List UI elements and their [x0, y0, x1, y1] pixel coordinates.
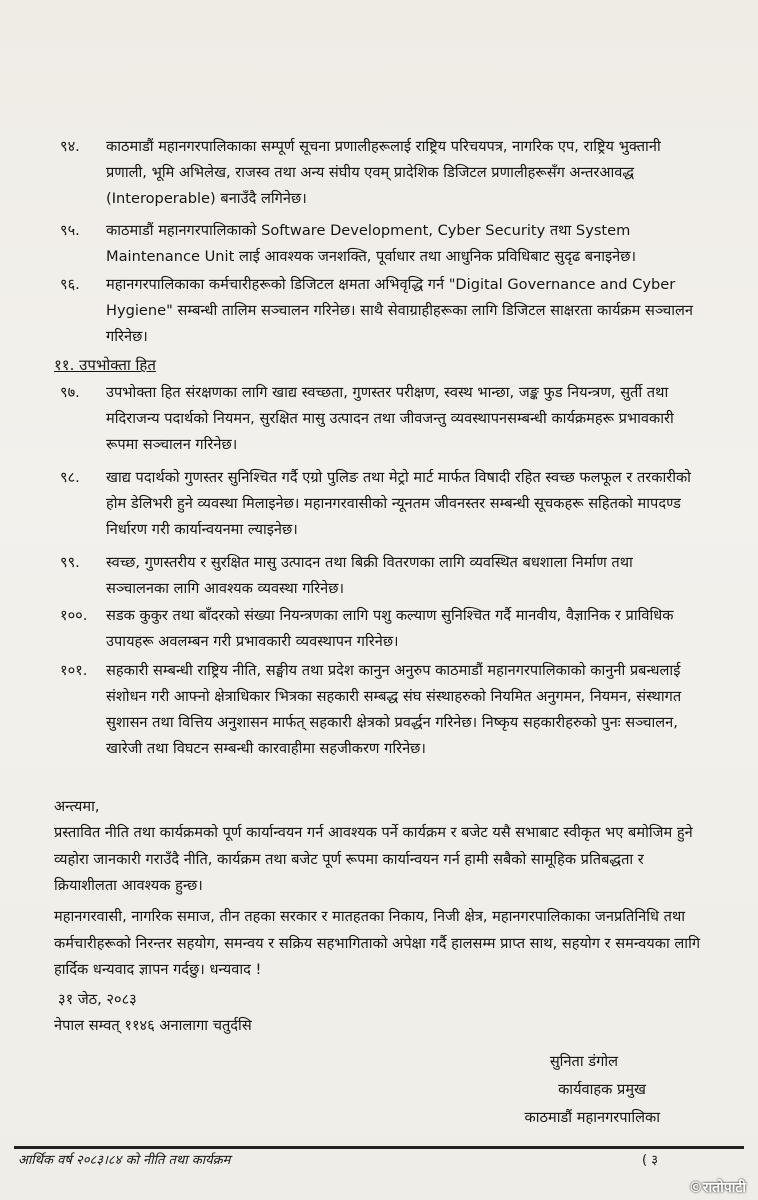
item-text: काठमाडौं महानगरपालिकाको Software Development, Cyber Security तथा System Maintenance Unit लाई आवश्यक जनशक्ति, पूर्वाधार तथा आधुनिक प्रविधिबाट सुदृढ बनाइनेछ। — [106, 222, 637, 265]
item-number: १०१. — [60, 662, 88, 679]
item-text: स्वच्छ, गुणस्तरीय र सुरक्षित मासु उत्पादन तथा बिक्री वितरणका लागि व्यवस्थित बधशाला निर्माण तथा सञ्चालनका लागि आवश्यक व्यवस्था गरिनेछ। — [106, 554, 633, 597]
list-item-101 — [60, 658, 700, 762]
list-item-94 — [60, 134, 700, 212]
item-text: महानगरपालिकाका कर्मचारीहरूको डिजिटल क्षमता अभिवृद्धि गर्न "Digital Governance and Cyber Hygiene" सम्बन्धी तालिम सञ्चालन गरिनेछ। साथै सेवाग्राहीहरूका लागि डिजिटल साक्षरता कार्यक्रम सञ्चालन गरिनेछ। — [106, 276, 693, 345]
item-text: उपभोक्ता हित संरक्षणका लागि खाद्य स्वच्छता, गुणस्तर परीक्षण, स्वस्थ भान्छा, जङ्क फुड नियन्त्रण, सुर्ती तथा मदिराजन्य पदार्थको नियमन, सुरक्षित मासु उत्पादन तथा जीवजन्तु व्यवस्थापनसम्बन्धी कार्यक्रमहरू प्रभावकारी रूपमा सञ्चालन गरिनेछ। — [106, 384, 674, 453]
footer-divider — [14, 1146, 744, 1149]
closing-label: अन्त्यमा, — [54, 798, 100, 815]
list-item-96 — [60, 272, 700, 350]
closing-paragraph-2: महानगरवासी, नागरिक समाज, तीन तहका सरकार र मातहतका निकाय, निजी क्षेत्र, महानगरपालिकाका जनप्रतिनिधि तथा कर्मचारीहरूको निरन्तर सहयोग, समन्वय र सक्रिय सहभागिताको अपेक्षा गर्दै हालसम्म प्राप्त साथ, सहयोग र समन्वयका लागि हार्दिक धन्यवाद ज्ञापन गर्दछु। धन्यवाद ! — [54, 908, 701, 978]
item-text: सडक कुकुर तथा बाँदरको संख्या नियन्त्रणका लागि पशु कल्याण सुनिश्चित गर्दै मानवीय, वैज्ञानिक र प्राविधिक उपायहरू अवलम्बन गरी प्रभावकारी व्यवस्थापन गरिनेछ। — [106, 607, 674, 650]
signatory-name: सुनिता डंगोल — [549, 1053, 618, 1070]
item-number: ९९. — [60, 554, 80, 571]
item-number: १००. — [60, 607, 88, 624]
item-number: ९८. — [60, 469, 80, 486]
item-number: ९७. — [60, 384, 80, 401]
closing-paragraph-1: प्रस्तावित नीति तथा कार्यक्रमको पूर्ण कार्यान्वयन गर्न आवश्यक पर्ने कार्यक्रम र बजेट यसै सभाबाट स्वीकृत भए बमोजिम हुने व्यहोरा जानकारी गराउँदै नीति, कार्यक्रम तथा बजेट पूर्ण रूपमा कार्यान्वयन गर्न हामी सबैको सामूहिक प्रतिबद्धता र क्रियाशीलता आवश्यक हुन्छ। — [54, 824, 693, 894]
list-item-95 — [60, 218, 700, 270]
item-text: सहकारी सम्बन्धी राष्ट्रिय नीति, सङ्घीय तथा प्रदेश कानुन अनुरुप काठमाडौं महानगरपालिकाको कानुनी प्रबन्धलाई संशोधन गरी आफ्नो क्षेत्राधिकार भित्रका सहकारी सम्बद्ध संघ संस्थाहरुको नियमित अनुगमन, नियमन, संस्थागत सुशासन तथा वित्तिय अनुशासन मार्फत् सहकारी क्षेत्रको प्रवर्द्धन गरिनेछ। निष्कृय सहकारीहरुको पुनः सञ्चालन, खारेजी तथा विघटन सम्बन्धी कारवाहीमा सहजीकरण गरिनेछ। — [106, 662, 682, 757]
list-item-99 — [60, 550, 700, 602]
signatory-title: कार्यवाहक प्रमुख — [558, 1081, 646, 1098]
item-number: ९४. — [60, 138, 80, 155]
list-item-100 — [60, 603, 700, 655]
item-number: ९५. — [60, 222, 80, 239]
signatory-office: काठमाडौं महानगरपालिका — [524, 1109, 660, 1126]
item-text: खाद्य पदार्थको गुणस्तर सुनिश्चित गर्दै एग्रो पुलिङ तथा मेट्रो मार्ट मार्फत विषादी रहित स्वच्छ फलफूल र तरकारीको होम डेलिभरी हुने व्यवस्था मिलाइनेछ। महानगरवासीको न्यूनतम जीवनस्तर सम्बन्धी सूचकहरू सहितको मापदण्ड निर्धारण गरी कार्यान्वयनमा ल्याइनेछ। — [106, 469, 691, 538]
list-item-97 — [60, 380, 700, 458]
page-number: ( ३ — [642, 1153, 658, 1168]
list-item-98 — [60, 465, 700, 543]
document-date: ३१ जेठ, २०८३ — [58, 991, 137, 1008]
section-heading: ११. उपभोक्ता हित — [54, 356, 156, 374]
watermark-logo: ©रातोपाटी — [688, 1180, 746, 1196]
item-number: ९६. — [60, 276, 80, 293]
item-text: काठमाडौं महानगरपालिकाका सम्पूर्ण सूचना प्रणालीहरूलाई राष्ट्रिय परिचयपत्र, नागरिक एप, राष्ट्रिय भुक्तानी प्रणाली, भूमि अभिलेख, राजस्व तथा अन्य संघीय एवम् प्रादेशिक डिजिटल प्रणालीहरूसँग अन्तरआवद्ध (Interoperable) बनाउँदै लगिनेछ। — [106, 138, 661, 207]
footer-document-title: आर्थिक वर्ष २०८३।८४ को नीति तथा कार्यक्रम — [18, 1153, 231, 1168]
nepal-samvat-date: नेपाल सम्वत् ११४६ अनालागा चतुर्दसि — [54, 1017, 252, 1034]
